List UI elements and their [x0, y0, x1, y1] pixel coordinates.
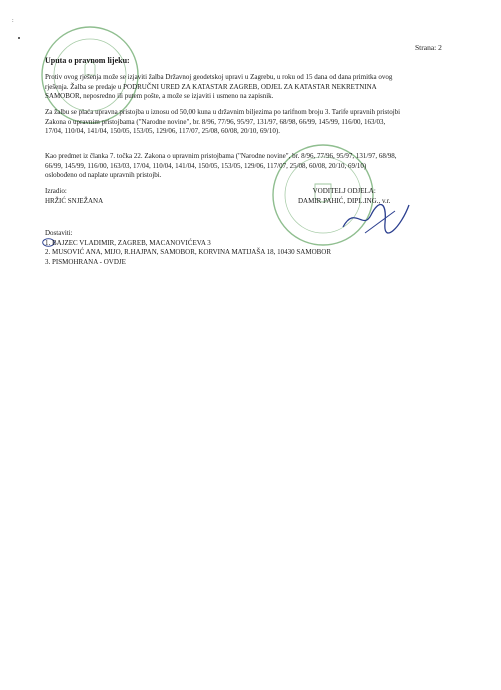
text-line: Za žalbu se plaća upravna pristojba u iznosu od 50,00 kuna u državnim biljezima po tarifnom broju 3. Tarife upravnih pristojbi: [45, 108, 401, 116]
page-number: Strana: 2: [415, 43, 442, 52]
prepared-by-block: [45, 187, 103, 206]
head-of-department-label: VODITELJ ODJELA:: [312, 187, 376, 195]
recipient-item: 1. BAJZEC VLADIMIR, ZAGREB, MACANOVIĆEVA 3: [45, 238, 211, 247]
recipients-label: Dostaviti:: [45, 229, 73, 237]
head-of-department-name: DAMIR PAHIĆ, DIPL.ING., v.r.: [298, 196, 391, 205]
recipient-item: 3. PISMOHRANA - OVDJE: [45, 257, 126, 266]
margin-mark: :: [12, 18, 14, 24]
prepared-by-label: Izradio:: [45, 187, 67, 195]
text-line: oslobođeno od naplate upravnih pristojbi.: [45, 171, 162, 180]
margin-dot: [18, 37, 20, 39]
text-line: rješenja. Žalba se predaje u PODRUČNI URED ZA KATASTAR ZAGREB, ODJEL ZA KATASTAR NEKRETNINA: [45, 82, 377, 91]
text-line: Zakona o upravnim pristojbama ("Narodne novine", br. 8/96, 77/96, 95/97, 131/97, 68/98, 66/99, 145/99, 116/00, 163/03,: [45, 117, 386, 126]
recipients-block: [45, 229, 331, 267]
legal-remedy-paragraph: [45, 73, 475, 102]
text-line: Protiv ovog rješenja može se izjaviti žalba Državnoj geodetskoj upravi u Zagrebu, u roku od 15 dana od dana primitka ovog: [45, 73, 393, 81]
text-line: 66/99, 145/99, 116/00, 163/03, 17/04, 110/04, 141/04, 150/05, 153/05, 129/06, 117/07, 25/08, 60/08, 20/10, 69/10): [45, 161, 367, 170]
legal-remedy-heading: Uputa o pravnom lijeku:: [45, 56, 130, 65]
text-line: 17/04, 110/04, 141/04, 150/05, 153/05, 129/06, 117/07, 25/08, 60/08, 20/10, 69/10).: [45, 127, 280, 136]
text-line: Kao predmet iz članka 7. točka 22. Zakona o upravnim pristojbama ("Narodne novine", br. 8/96, 77/96, 95/97, 131/97, 68/98,: [45, 152, 397, 160]
exemption-paragraph: [45, 152, 475, 181]
recipient-item: 2. MUSOVIĆ ANA, MIJO, R.HAJPAN, SAMOBOR, KORVINA MATIJAŠA 18, 10430 SAMOBOR: [45, 248, 332, 257]
fee-paragraph: [45, 108, 475, 137]
head-of-department-block: [298, 187, 390, 206]
text-line: SAMOBOR, neposredno ili putem pošte, a može se izjaviti i usmeno na zapisnik.: [45, 92, 274, 101]
prepared-by-name: HRŽIĆ SNJEŽANA: [45, 196, 104, 205]
